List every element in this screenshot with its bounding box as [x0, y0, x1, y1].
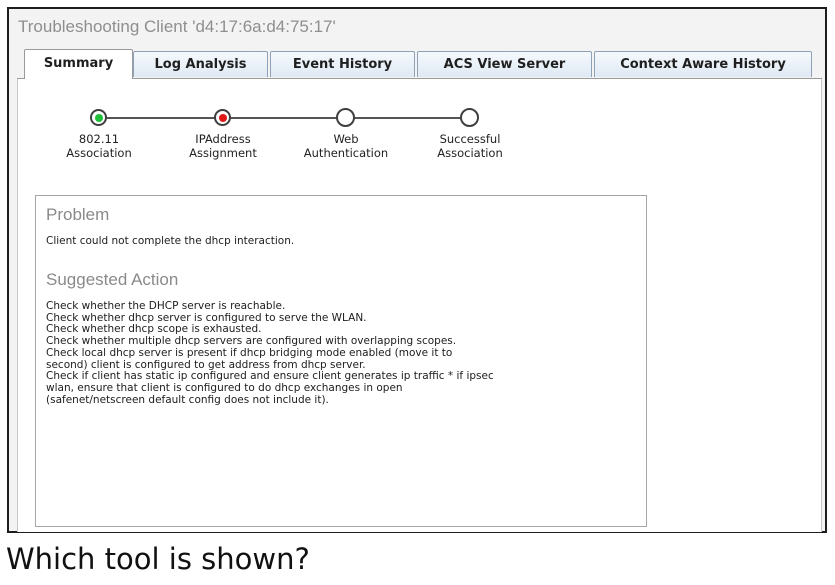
step-label-line: Successful	[439, 132, 501, 146]
step-label-line: Web	[333, 132, 359, 146]
error-dot-icon	[219, 114, 227, 122]
step-status-icon-web-auth	[336, 108, 355, 127]
step-label-line: 802.11	[78, 132, 120, 146]
problem-text: Client could not complete the dhcp interaction.	[46, 235, 295, 247]
step-status-icon-ip-assignment	[214, 109, 231, 126]
success-dot-icon	[95, 114, 103, 122]
step-label-line: Association	[66, 146, 132, 160]
tab-event-history[interactable]: Event History	[270, 51, 415, 77]
diagnosis-box	[35, 195, 647, 527]
step-label-802-11	[39, 132, 159, 160]
window-title: Troubleshooting Client 'd4:17:6a:d4:75:17'	[18, 17, 336, 36]
progress-steps	[18, 79, 821, 189]
suggested-action-heading: Suggested Action	[46, 270, 179, 289]
troubleshooting-window	[7, 7, 827, 533]
summary-panel	[17, 79, 822, 532]
tab-log-analysis[interactable]: Log Analysis	[133, 51, 268, 77]
step-label-line: IPAddress	[195, 132, 251, 146]
step-label-ip-assignment	[163, 132, 283, 160]
step-status-icon-802-11	[90, 109, 107, 126]
step-label-line: Authentication	[303, 146, 389, 160]
tab-context-aware-history[interactable]: Context Aware History	[594, 51, 812, 77]
step-label-line: Association	[437, 146, 503, 160]
tab-acs-view-server[interactable]: ACS View Server	[417, 51, 592, 77]
question-caption: Which tool is shown?	[6, 542, 310, 576]
step-label-line: Assignment	[189, 146, 257, 160]
tab-summary[interactable]: Summary	[24, 49, 133, 79]
problem-heading: Problem	[46, 205, 110, 224]
step-label-successful-association	[410, 132, 530, 160]
suggested-action-text: Check whether the DHCP server is reachable. Check whether dhcp server is configured to serve the WLAN. Check whether dhcp scope is exhausted. Check whether multiple dhcp servers are configured with overlapping scopes. Check local dhcp server is present if dhcp bridging mode enabled (move it to second) client is configured to get address from dhcp server. Check if client has static ip configured and ensure client generates ip traffic * if ipsec wlan, ensure that client is configured to do dhcp exchanges in open (safenet/netscreen default config does not include it).	[46, 300, 494, 406]
step-connector	[99, 117, 469, 119]
step-status-icon-successful-association	[460, 108, 479, 127]
step-label-web-auth	[286, 132, 406, 160]
